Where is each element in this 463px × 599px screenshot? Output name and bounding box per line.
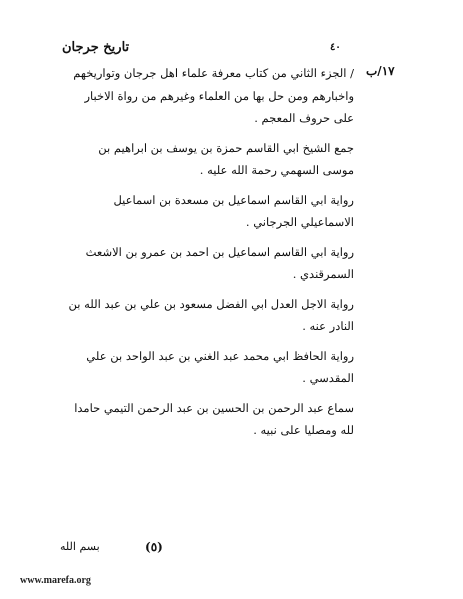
paragraph-title: / الجزء الثاني من كتاب معرفة علماء اهل جرجان وتواريخهم واخبارهم ومن حل بها من العلماء وغيرهم من رواة الاخبار على حروف المعجم . (73, 66, 354, 125)
paragraph-narration-2: رواية ابي القاسم اسماعيل بن احمد بن عمرو بن الاشعث السمرقندي . (85, 244, 354, 281)
manuscript-folio-reference: ١٧/ب (366, 64, 395, 78)
paragraph-narration-1: رواية ابي القاسم اسماعيل بن مسعدة بن اسماعيل الاسماعيلي الجرجاني . (113, 192, 354, 229)
paragraph-narration-4: رواية الحافظ ابي محمد عبد الغني بن عبد الواحد بن علي المقدسي . (86, 348, 354, 385)
paragraph-audition: سماع عبد الرحمن بن الحسين بن عبد الرحمن التيمي حامدا لله ومصليا على نبيه . (74, 400, 354, 437)
footer-bismillah: بسم الله (60, 540, 100, 553)
paragraph-narration-3: رواية الاجل العدل ابي الفضل مسعود بن علي بن عبد الله بن النادر عنه . (68, 296, 354, 333)
footer-page-label: (٥) (145, 540, 163, 554)
paragraph-compiler: جمع الشيخ ابي القاسم حمزة بن يوسف بن ابراهيم بن موسى السهمي رحمة الله عليه . (98, 140, 354, 177)
body-text (64, 62, 354, 442)
running-title: تاريخ جرجان (62, 40, 130, 55)
header-page-number: ٤٠ (330, 42, 341, 53)
watermark-url: www.marefa.org (20, 575, 91, 586)
